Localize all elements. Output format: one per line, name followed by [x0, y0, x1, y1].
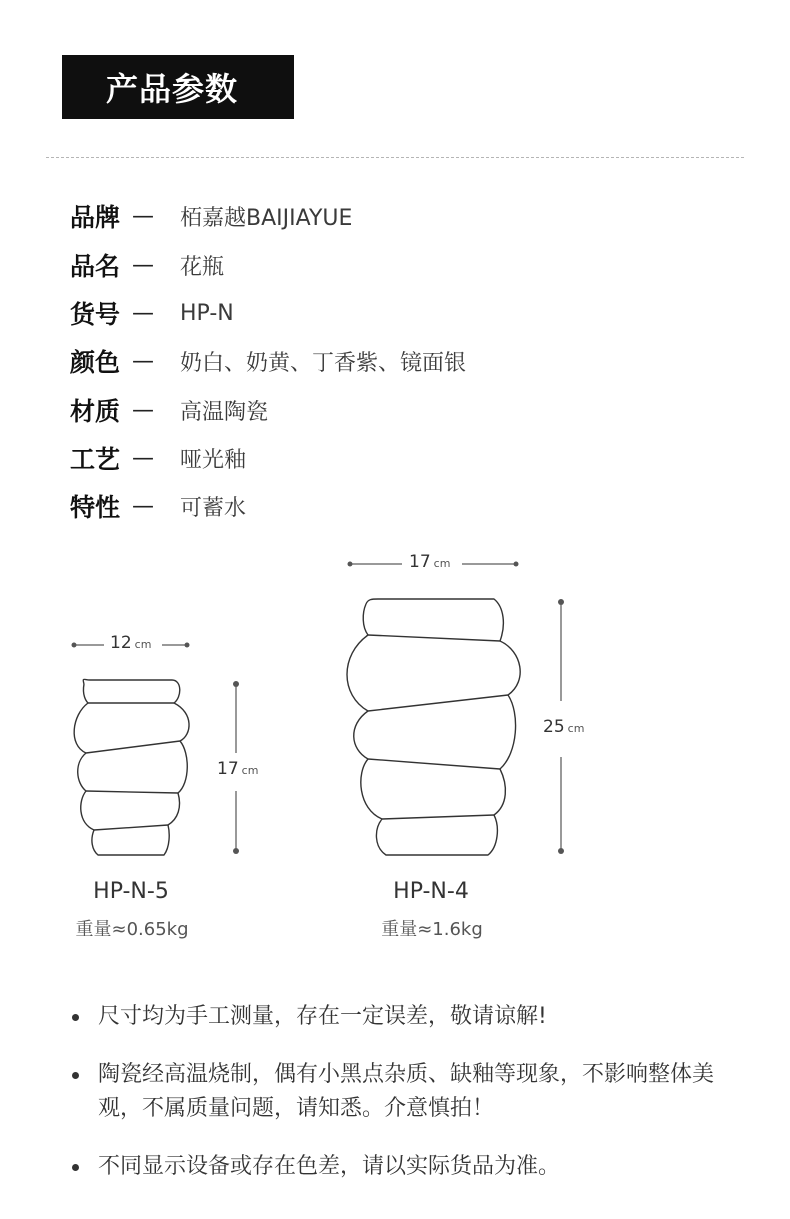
- spec-key: 品牌: [70, 203, 121, 232]
- large-height-dot-top: [558, 599, 564, 605]
- small-width-value: 12: [110, 633, 132, 653]
- spec-value: 哑光釉: [180, 447, 247, 473]
- note-text: 不同显示设备或存在色差，请以实际货品为准。: [98, 1154, 561, 1179]
- spec-dash: —: [132, 203, 154, 229]
- small-width-label: [107, 633, 154, 653]
- large-height-unit: cm: [567, 722, 585, 735]
- section-title: [62, 55, 294, 119]
- note-item: [72, 1000, 732, 1034]
- large-height-label: [540, 717, 587, 737]
- spec-value: 可蓄水: [180, 495, 247, 521]
- product-model-large: HP-N-4: [393, 879, 469, 904]
- spec-value: 高温陶瓷: [180, 399, 269, 425]
- spec-row-sku: [70, 293, 234, 333]
- small-height-value: 17: [217, 759, 239, 779]
- section-title-text: 产品参数: [106, 70, 239, 108]
- dimension-lines: [74, 564, 561, 851]
- small-height-dot-top: [233, 681, 239, 687]
- small-width-unit: cm: [134, 638, 152, 651]
- note-text: 尺寸均为手工测量，存在一定误差，敬请谅解!: [98, 1004, 547, 1029]
- small-vase-outline: [74, 679, 189, 855]
- spec-row-craft: [70, 438, 246, 478]
- spec-dash: —: [132, 445, 154, 471]
- product-weight-large: 重量≈1.6kg: [381, 919, 483, 940]
- product-weight-small: 重量≈0.65kg: [75, 919, 189, 940]
- spec-key: 品名: [70, 252, 121, 281]
- small-width-dot-right: [185, 643, 190, 648]
- size-diagram: [0, 545, 790, 955]
- large-height-dot-bottom: [558, 848, 564, 854]
- large-height-value: 25: [543, 717, 565, 737]
- spec-key: 货号: [70, 300, 121, 329]
- large-width-dot-left: [348, 562, 353, 567]
- spec-key: 工艺: [70, 445, 121, 474]
- spec-value: HP-N: [180, 300, 234, 326]
- spec-key: 颜色: [70, 348, 121, 377]
- spec-key: 特性: [70, 493, 121, 522]
- product-model-small: HP-N-5: [93, 879, 169, 904]
- spec-value: 花瓶: [180, 254, 225, 280]
- spec-dash: —: [132, 348, 154, 374]
- dimension-endpoints: [72, 562, 565, 855]
- spec-dash: —: [132, 300, 154, 326]
- bullet-icon: [72, 1072, 79, 1079]
- spec-row-material: [70, 390, 268, 430]
- large-vase-outline: [347, 599, 520, 855]
- large-width-value: 17: [409, 552, 431, 572]
- small-height-dot-bottom: [233, 848, 239, 854]
- spec-row-color: [70, 341, 466, 381]
- spec-key: 材质: [70, 397, 121, 426]
- small-width-dot-left: [72, 643, 77, 648]
- large-width-unit: cm: [433, 557, 451, 570]
- spec-dash: —: [132, 397, 154, 423]
- small-height-label: [214, 759, 261, 779]
- spec-dash: —: [132, 252, 154, 278]
- note-item: [72, 1150, 732, 1184]
- spec-row-name: [70, 245, 224, 285]
- large-width-label: [406, 552, 453, 572]
- spec-row-feature: [70, 486, 246, 526]
- bullet-icon: [72, 1164, 79, 1171]
- spec-value: 奶白、奶黄、丁香紫、镜面银: [180, 350, 467, 376]
- spec-row-brand: [70, 196, 352, 236]
- note-text: 陶瓷经高温烧制，偶有小黑点杂质、缺釉等现象，不影响整体美观，不属质量问题，请知悉。介意慎拍！: [98, 1062, 715, 1121]
- dashed-divider: [46, 157, 744, 158]
- note-item: [72, 1058, 732, 1126]
- spec-dash: —: [132, 493, 154, 519]
- bullet-icon: [72, 1014, 79, 1021]
- spec-value: 栢嘉越BAIJIAYUE: [180, 205, 353, 231]
- large-width-dot-right: [514, 562, 519, 567]
- small-height-unit: cm: [241, 764, 259, 777]
